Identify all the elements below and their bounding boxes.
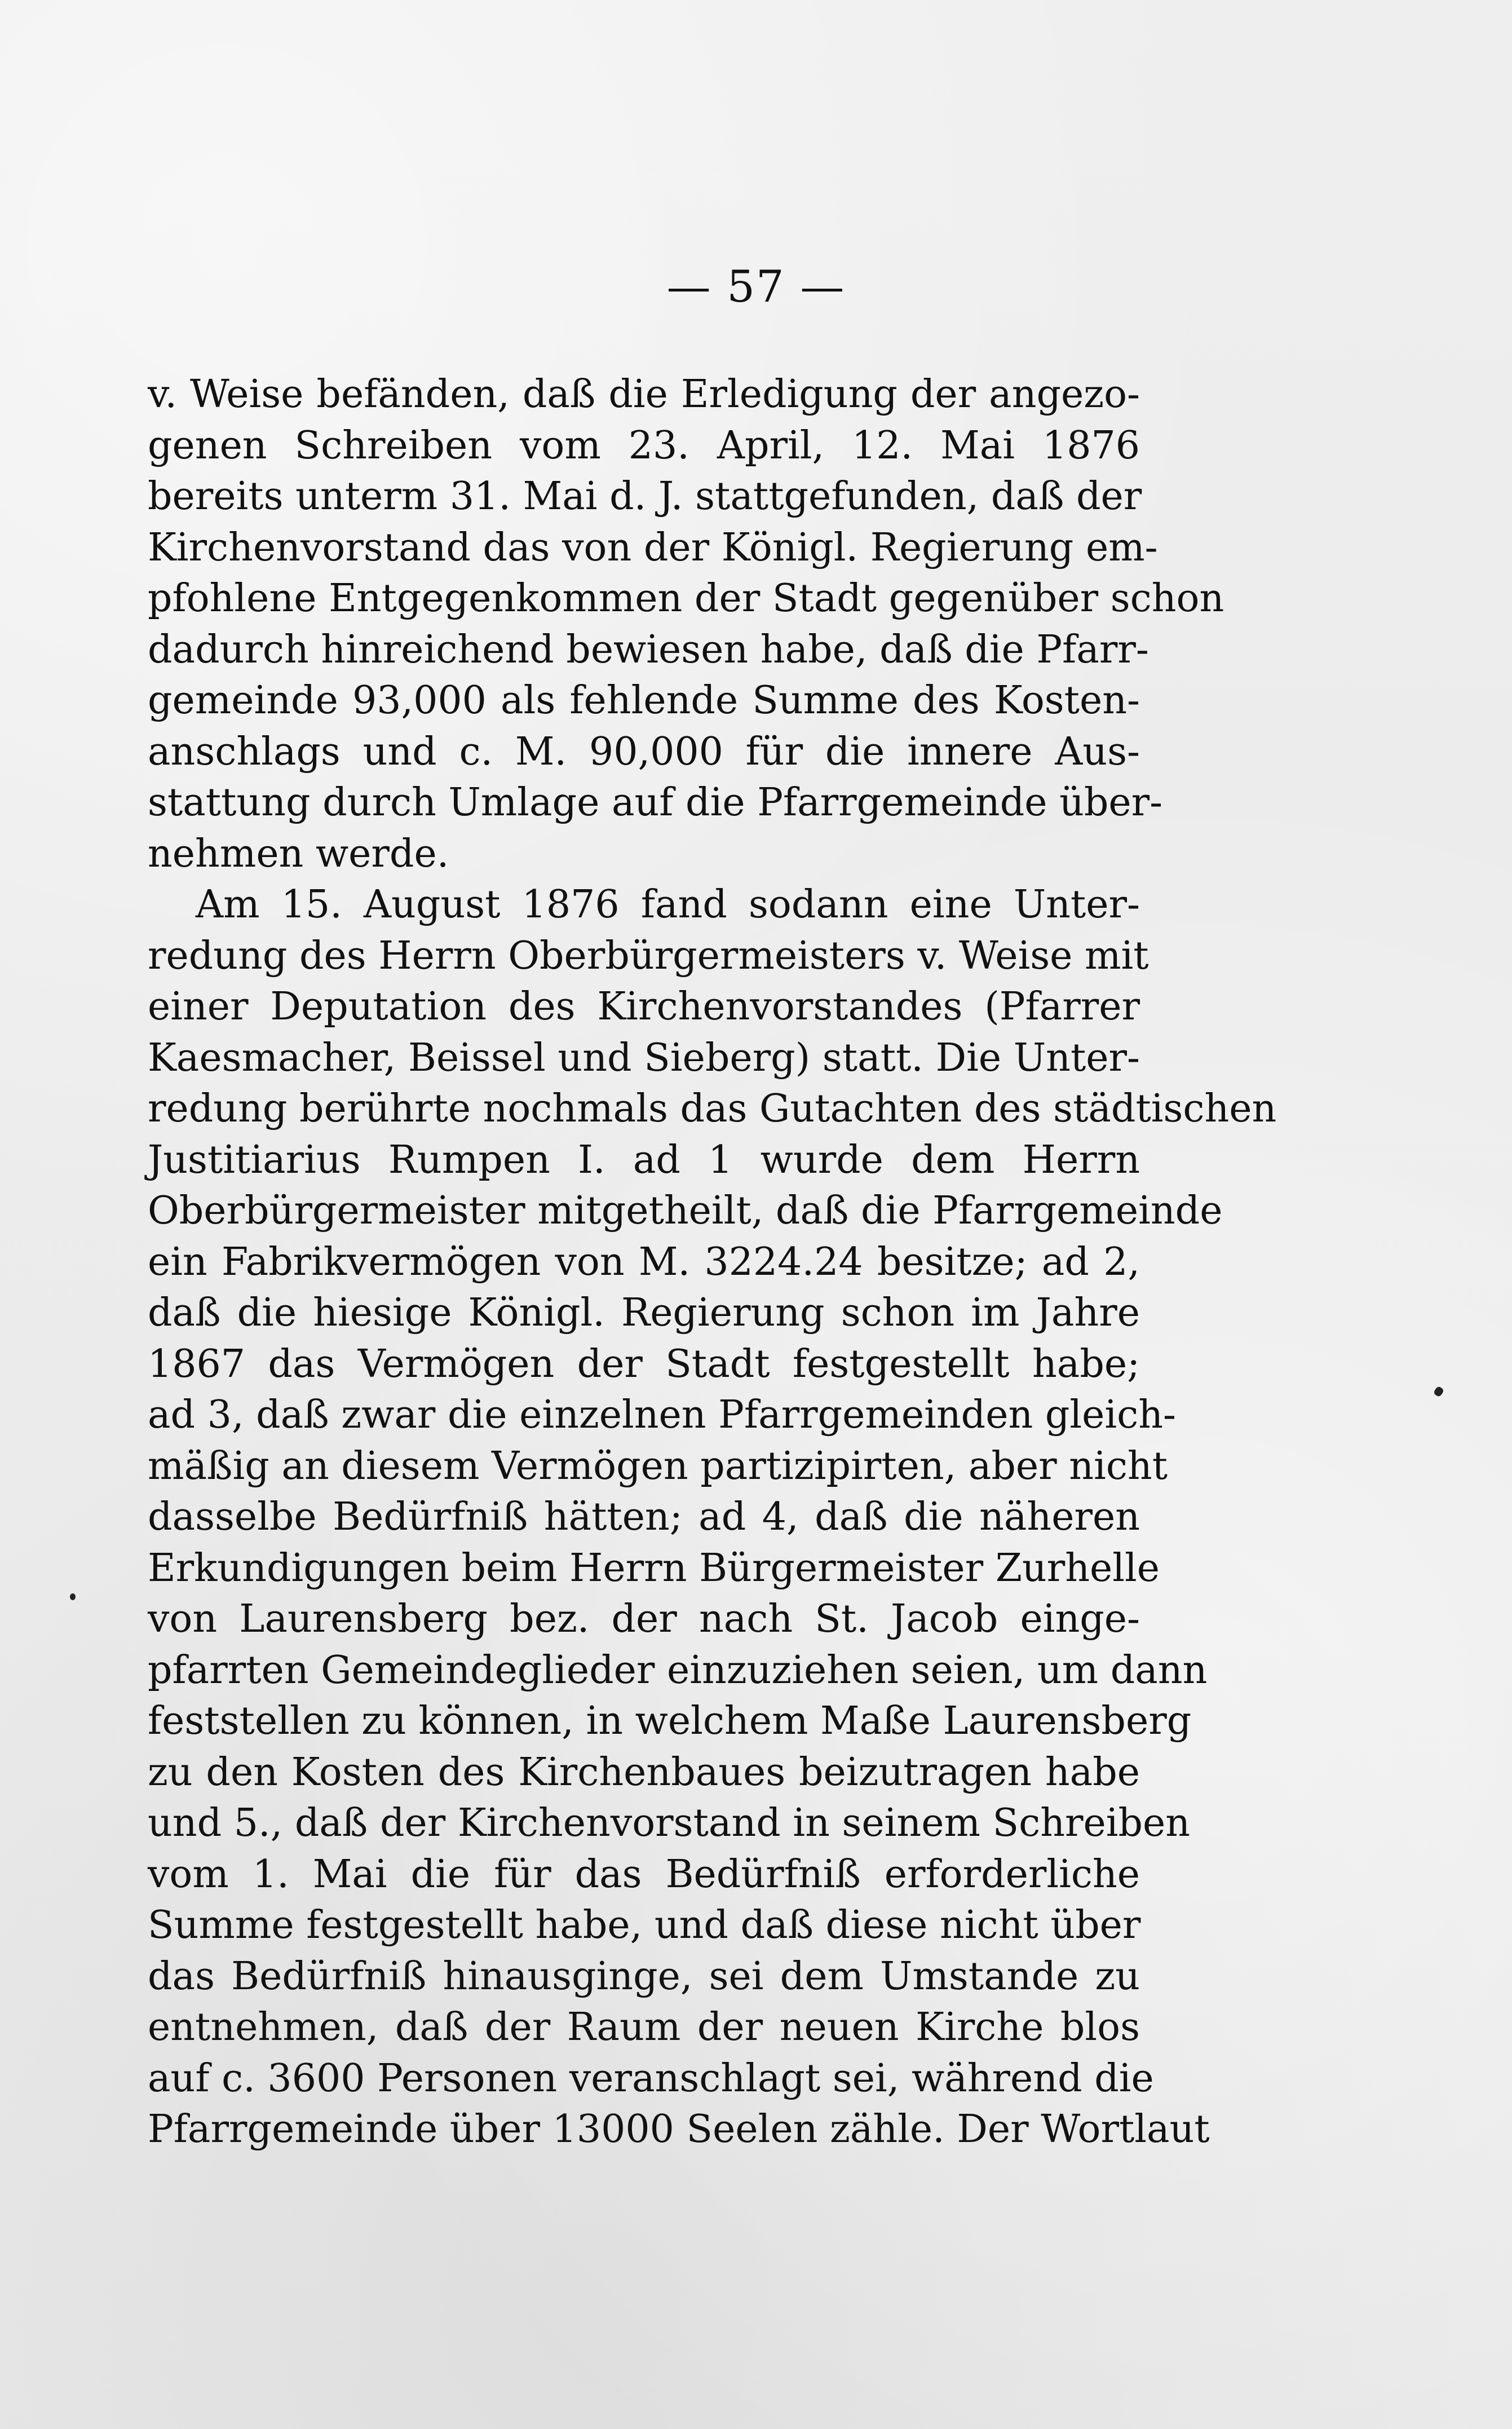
text-line: feststellen zu können, in welchem Maße Laurensberg [148, 1699, 1192, 1743]
margin-dot-mark [70, 1593, 76, 1600]
text-line: genen Schreiben vom 23. April, 12. Mai 1876 [148, 423, 1140, 468]
text-line: entnehmen, daß der Raum der neuen Kirche blos [148, 2005, 1140, 2050]
text-line: Kaesmacher, Beissel und Sieberg) statt. Die Unter- [148, 1035, 1140, 1080]
text-line: Justitiarius Rumpen I. ad 1 wurde dem Herrn [148, 1137, 1140, 1182]
text-line: 1867 das Vermögen der Stadt festgestellt habe; [148, 1341, 1140, 1386]
text-line: daß die hiesige Königl. Regierung schon im Jahre [148, 1291, 1140, 1335]
body-text [148, 369, 1277, 2156]
text-line: von Laurensberg bez. der nach St. Jacob einge- [148, 1597, 1140, 1641]
text-line: anschlags und c. M. 90,000 für die innere Aus- [148, 729, 1140, 774]
text-line: gemeinde 93,000 als fehlende Summe des Kosten- [148, 678, 1140, 723]
text-line: redung des Herrn Oberbürgermeisters v. Weise mit [148, 933, 1149, 978]
text-line: auf c. 3600 Personen veranschlagt sei, während die [148, 2056, 1154, 2101]
text-line: Summe festgestellt habe, und daß diese nicht über [148, 1903, 1141, 1947]
text-line: Oberbürgermeister mitgetheilt, daß die Pfarrgemeinde [148, 1189, 1223, 1233]
text-line: pfarrten Gemeindeglieder einzuziehen seien, um dann [148, 1648, 1208, 1693]
text-line: und 5., daß der Kirchenvorstand in seinem Schreiben [148, 1801, 1191, 1845]
text-line: Erkundigungen beim Herrn Bürgermeister Zurhelle [148, 1545, 1160, 1591]
text-line: redung berührte nochmals das Gutachten des städtischen [148, 1087, 1277, 1131]
text-line: v. Weise befänden, daß die Erledigung der angezo- [148, 372, 1140, 417]
margin-speck-mark [1433, 1385, 1445, 1397]
paragraph-first-line: Am 15. August 1876 fand sodann eine Unter- [196, 882, 1140, 927]
text-line: Pfarrgemeinde über 13000 Seelen zähle. Der Wortlaut [148, 2107, 1210, 2152]
text-line: ad 3, daß zwar die einzelnen Pfarrgemeinden gleich- [148, 1393, 1176, 1437]
text-line: bereits unterm 31. Mai d. J. stattgefunden, daß der [148, 474, 1142, 519]
text-line: dasselbe Bedürfniß hätten; ad 4, daß die näheren [148, 1495, 1140, 1539]
text-line: vom 1. Mai die für das Bedürfniß erforderliche [148, 1852, 1140, 1897]
text-line: ein Fabrikvermögen von M. 3224.24 besitze; ad 2, [148, 1239, 1140, 1284]
text-line: nehmen werde. [148, 831, 449, 876]
text-line: Kirchenvorstand das von der Königl. Regierung em- [148, 525, 1158, 570]
text-line: pfohlene Entgegenkommen der Stadt gegenüber schon [148, 576, 1224, 621]
text-line: zu den Kosten des Kirchenbaues beizutragen habe [148, 1750, 1140, 1795]
text-line: dadurch hinreichend bewiesen habe, daß die Pfarr- [148, 627, 1149, 672]
text-line: stattung durch Umlage auf die Pfarrgemeinde über- [148, 780, 1163, 825]
text-line: das Bedürfniß hinausginge, sei dem Umstande zu [148, 1954, 1140, 1999]
text-line: einer Deputation des Kirchenvorstandes (Pfarrer [148, 984, 1140, 1029]
text-line: mäßig an diesem Vermögen partizipirten, aber nicht [148, 1443, 1168, 1489]
page-number: — 57 — [666, 262, 846, 312]
